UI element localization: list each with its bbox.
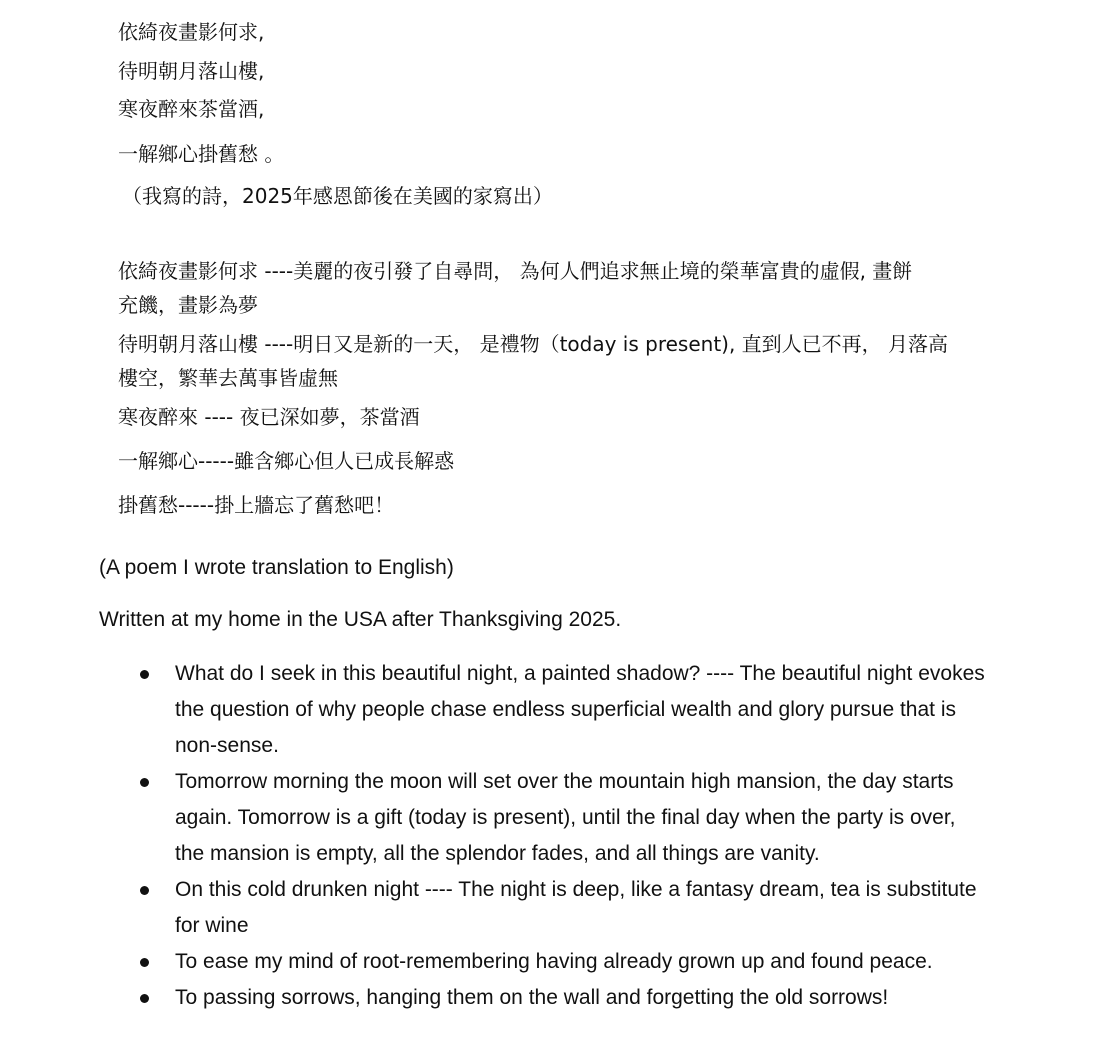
- english-heading: (A poem I wrote translation to English): [99, 556, 454, 579]
- explanation-line: 依綺夜畫影何求 ----美麗的夜引發了自尋問， 為何人們追求無止境的榮華富貴的虛假, 畫餅: [118, 259, 913, 283]
- bullet-line: To ease my mind of root-remembering having already grown up and found peace.: [175, 950, 933, 973]
- explanation-line: 掛舊愁-----掛上牆忘了舊愁吧！: [118, 493, 395, 517]
- list-item: [140, 872, 1085, 944]
- explanation-paragraph: [118, 400, 1018, 434]
- bullet-line: the mansion is empty, all the splendor fades, and all things are vanity.: [175, 842, 820, 865]
- explanation-line: 樓空，繁華去萬事皆虛無: [118, 366, 338, 390]
- bullet-line: On this cold drunken night ---- The night is deep, like a fantasy dream, tea is substitute: [175, 878, 977, 901]
- explanation-paragraph: [118, 444, 1018, 478]
- explanation-paragraph: [118, 488, 1018, 522]
- poem-line: 一解鄉心掛舊愁 。: [118, 142, 285, 166]
- poem-line: 依綺夜畫影何求,: [118, 20, 265, 44]
- list-item: [140, 944, 1085, 980]
- explanation-paragraph: [118, 254, 1018, 322]
- poem-note: （我寫的詩，2025年感恩節後在美國的家寫出）: [122, 184, 553, 208]
- bullet-icon: [140, 886, 149, 895]
- bullet-line: To passing sorrows, hanging them on the wall and forgetting the old sorrows!: [175, 986, 889, 1009]
- bullet-icon: [140, 958, 149, 967]
- bullet-line: Tomorrow morning the moon will set over the mountain high mansion, the day starts: [175, 770, 954, 793]
- bullet-list: [140, 656, 1085, 1016]
- bullet-icon: [140, 778, 149, 787]
- bullet-line: non-sense.: [175, 734, 279, 757]
- bullet-icon: [140, 994, 149, 1003]
- bullet-icon: [140, 670, 149, 679]
- poem-line: 寒夜醉來茶當酒,: [118, 97, 265, 121]
- bullet-line: What do I seek in this beautiful night, a painted shadow? ---- The beautiful night evokes: [175, 662, 985, 685]
- explanation-line: 寒夜醉來 ---- 夜已深如夢，茶當酒: [118, 405, 420, 429]
- english-subheading: Written at my home in the USA after Thanksgiving 2025.: [99, 608, 622, 631]
- poem-line: 待明朝月落山樓,: [118, 59, 265, 83]
- bullet-line: the question of why people chase endless superficial wealth and glory pursue that is: [175, 698, 956, 721]
- list-item: [140, 764, 1085, 872]
- explanation-line: 充饑，畫影為夢: [118, 293, 258, 317]
- list-item: [140, 656, 1085, 764]
- bullet-line: for wine: [175, 914, 249, 937]
- bullet-line: again. Tomorrow is a gift (today is present), until the final day when the party is over,: [175, 806, 956, 829]
- explanation-line: 待明朝月落山樓 ----明日又是新的一天， 是禮物（today is present), 直到人已不再， 月落高: [118, 332, 949, 356]
- explanation-line: 一解鄉心-----雖含鄉心但人已成長解惑: [118, 449, 455, 473]
- list-item: [140, 980, 1085, 1016]
- explanation-paragraph: [118, 327, 1018, 395]
